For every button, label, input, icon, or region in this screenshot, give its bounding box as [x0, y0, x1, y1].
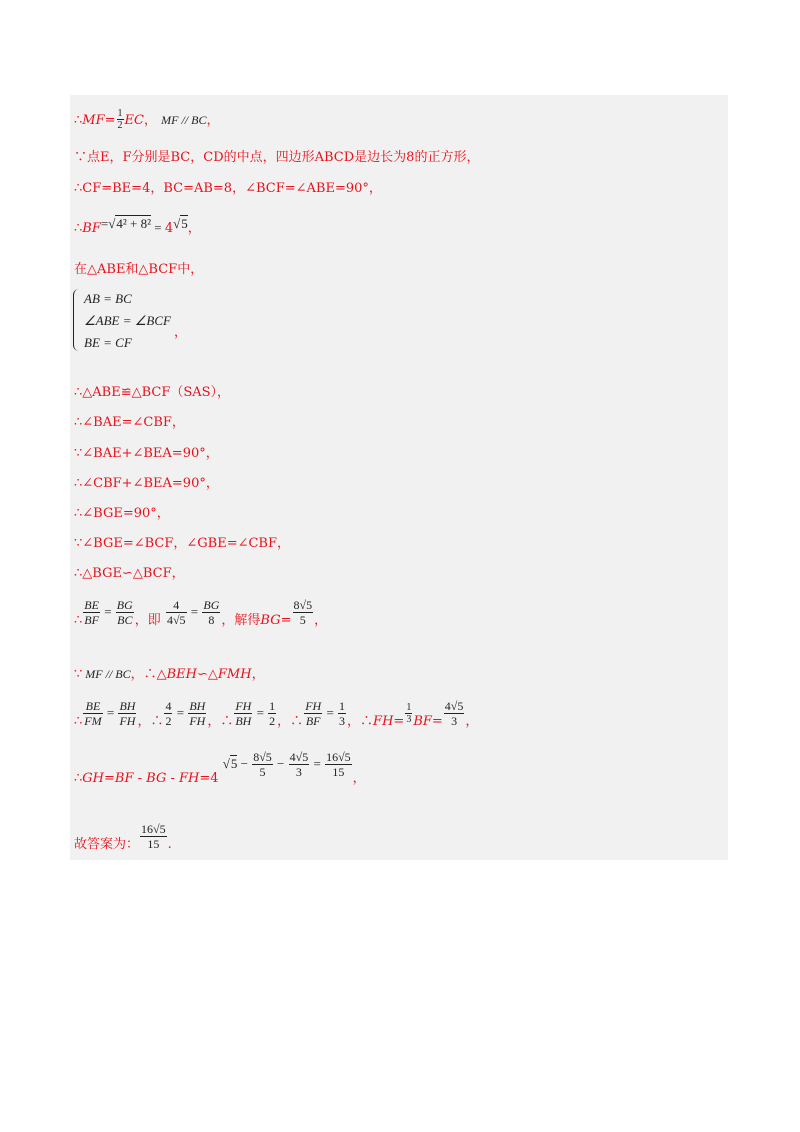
- line-6: ∴△ABE≌△BCF（SAS），: [74, 385, 231, 400]
- line-5: 在△ABE和△BCF中，: [74, 262, 204, 277]
- line-4: ∴BF=√4² + 8² = 4√5，: [74, 216, 201, 236]
- line-9: ∴∠CBF+∠BEA=90°，: [74, 476, 219, 491]
- line-8: ∵∠BAE+∠BEA=90°，: [74, 446, 219, 461]
- line-14: ∵ MF // BC，∴△BEH∽△FMH，: [74, 667, 265, 682]
- line-10: ∴∠BGE=90°，: [74, 506, 170, 521]
- line-7: ∴∠BAE=∠CBF，: [74, 415, 185, 430]
- system-comma: ，: [174, 325, 188, 340]
- line-17: 故答案为： $\frac{16√5}{15}$ .: [74, 822, 172, 852]
- system-line-1: AB = BC: [84, 291, 132, 306]
- system-line-3: BE = CF: [84, 335, 132, 350]
- line-16: ∴GH=BF - BG - FH=4 √5 − $\frac{8√5}{5}$ − $\frac{4√5}{3}$ = $\frac{16√5}{15}$ ，: [74, 750, 366, 786]
- system-line-2: ∠ABE = ∠BCF: [84, 313, 171, 328]
- line-1: ∴MF= $\frac{1}{2}$ EC， MF // BC，: [74, 108, 220, 131]
- line-15: ∴ $\frac{BE}{FM}$ = $\frac{BH}{FH}$ ，∴ $\frac{4}{2}$ = $\frac{BH}{FH}$ ，∴ $\frac{FH}{BH}$ = $\frac{1}{2}$ ，∴ $\frac{FH}{BF}$ = $\frac{1}{3}$ ，∴FH= $\frac{1}{3}$ BF= $\frac{4√5}{3}$ ，: [74, 699, 479, 729]
- line-2: ∵点E，F分别是BC，CD的中点，四边形ABCD是边长为8的正方形，: [74, 150, 480, 165]
- line-3: ∴CF=BE=4，BC=AB=8，∠BCF=∠ABE=90°，: [74, 181, 382, 196]
- line-12: ∴△BGE∽△BCF，: [74, 566, 185, 581]
- line-11: ∵∠BGE=∠BCF，∠GBE=∠CBF，: [74, 536, 291, 551]
- line-13: ∴ $\frac{BE}{BF}$ = $\frac{BG}{BC}$ ，即 $\frac{4}{4√5}$ = $\frac{BG}{8}$ ，解得BG= $\frac{8√5}{5}$ ，: [74, 598, 328, 628]
- brace-icon: [73, 289, 82, 351]
